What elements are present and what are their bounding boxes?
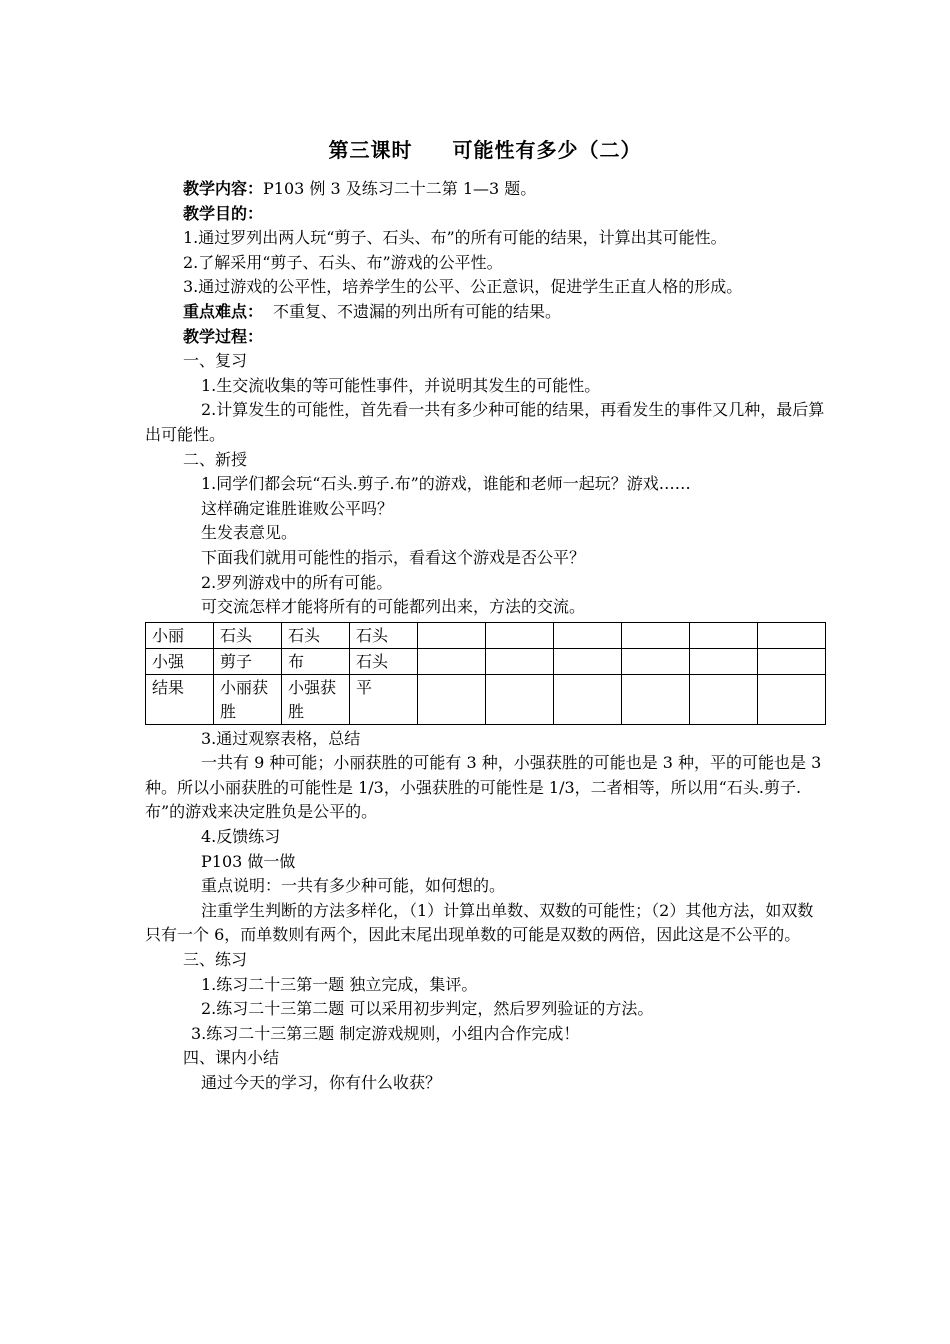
table-cell [690,648,758,674]
section-heading-wrapup: 四、课内小结 [183,1048,280,1068]
table-cell [418,622,486,648]
table-cell [554,674,622,724]
new-paragraph: 1.同学们都会玩“石头.剪子.布”的游戏，谁能和老师一起玩？游戏…… [201,474,691,494]
title-lesson-number: 第三课时 [328,138,413,162]
outcomes-table [145,622,826,725]
practice-item: 2.练习二十三第二题 可以采用初步判定，然后罗列验证的方法。 [201,999,654,1019]
table-row [146,648,826,674]
wrapup-text: 通过今天的学习，你有什么收获？ [201,1073,442,1092]
table-cell: 石头 [214,622,282,648]
section-heading-review: 一、复习 [183,351,248,371]
content-text: P103 例 3 及练习二十二第 1—3 题。 [263,179,537,198]
table-row [146,674,826,724]
table-cell: 石头 [350,648,418,674]
review-item: 2.计算发生的可能性，首先看一共有多少种可能的结果，再看发生的事件又几种，最后算出可能性。 [145,400,825,444]
summary-paragraph: 4.反馈练习 [201,827,281,847]
table-cell: 小丽获胜 [214,674,282,724]
content-line [145,177,825,202]
table-cell [418,648,486,674]
summary-paragraph: 重点说明：一共有多少种可能，如何想的。 [201,876,506,896]
table-cell [622,648,690,674]
goal-item: 2.了解采用“剪子、石头、布”游戏的公平性。 [183,252,503,272]
key-line [145,300,825,325]
summary-paragraph: 注重学生判断的方法多样化，（1）计算出单数、双数的可能性；（2）其他方法，如双数只有一个 6，而单数则有两个，因此末尾出现单数的可能是双数的两倍，因此这是不公平的。 [145,900,814,945]
goal-item: 1.通过罗列出两人玩“剪子、石头、布”的所有可能的结果，计算出其可能性。 [183,228,727,248]
table-cell: 小丽 [146,622,214,648]
key-text: 不重复、不遗漏的列出所有可能的结果。 [273,301,562,321]
section-heading-practice: 三、练习 [183,950,248,970]
table-cell [758,674,826,724]
page-title [145,134,825,163]
table-cell [690,622,758,648]
new-paragraph: 这样确定谁胜谁败公平吗？ [201,498,394,518]
table-cell [554,622,622,648]
table-cell [486,648,554,674]
practice-item: 1.练习二十三第一题 独立完成，集评。 [201,974,478,994]
table-cell [418,674,486,724]
table-cell: 小强 [146,648,214,674]
new-paragraph: 下面我们就用可能性的指示，看看这个游戏是否公平？ [201,547,586,567]
content-label: 教学内容： [183,179,264,198]
table-cell [486,622,554,648]
key-label: 重点难点： [183,301,264,321]
new-paragraph: 可交流怎样才能将所有的可能都列出来，方法的交流。 [201,597,586,617]
summary-paragraph: 一共有 9 种可能；小丽获胜的可能有 3 种，小强获胜的可能也是 3 种，平的可能也是 3 种。所以小丽获胜的可能性是 1/3，小强获胜的可能性是 1/3，二者相等，所以用“石头.剪子.布”的游戏来决定胜负是公平的。 [145,753,822,822]
summary-paragraph: 3.通过观察表格，总结 [201,728,361,748]
lesson-page [145,130,825,1096]
table-cell [622,622,690,648]
table-cell: 小强获胜 [282,674,350,724]
table-cell [758,622,826,648]
section-heading-new: 二、新授 [183,449,248,469]
table-cell: 石头 [350,622,418,648]
summary-paragraph: P103 做一做 [201,851,296,871]
table-cell: 结果 [146,674,214,724]
table-cell [690,674,758,724]
new-paragraph: 生发表意见。 [201,523,298,543]
goals-label: 教学目的： [183,203,264,223]
table-cell: 剪子 [214,648,282,674]
goal-item: 3.通过游戏的公平性，培养学生的公平、公正意识，促进学生正直人格的形成。 [183,277,743,297]
practice-item: 3.练习二十三第三题 制定游戏规则，小组内合作完成！ [191,1023,580,1043]
table-cell [622,674,690,724]
title-topic: 可能性有多少（二） [452,138,642,162]
table-cell: 石头 [282,622,350,648]
table-cell [758,648,826,674]
table-cell [554,648,622,674]
table-row [146,622,826,648]
table-cell: 布 [282,648,350,674]
process-label: 教学过程： [183,326,264,346]
table-cell [486,674,554,724]
review-item: 1.生交流收集的等可能性事件，并说明其发生的可能性。 [201,375,601,395]
new-paragraph: 2.罗列游戏中的所有可能。 [201,572,393,592]
table-cell: 平 [350,674,418,724]
